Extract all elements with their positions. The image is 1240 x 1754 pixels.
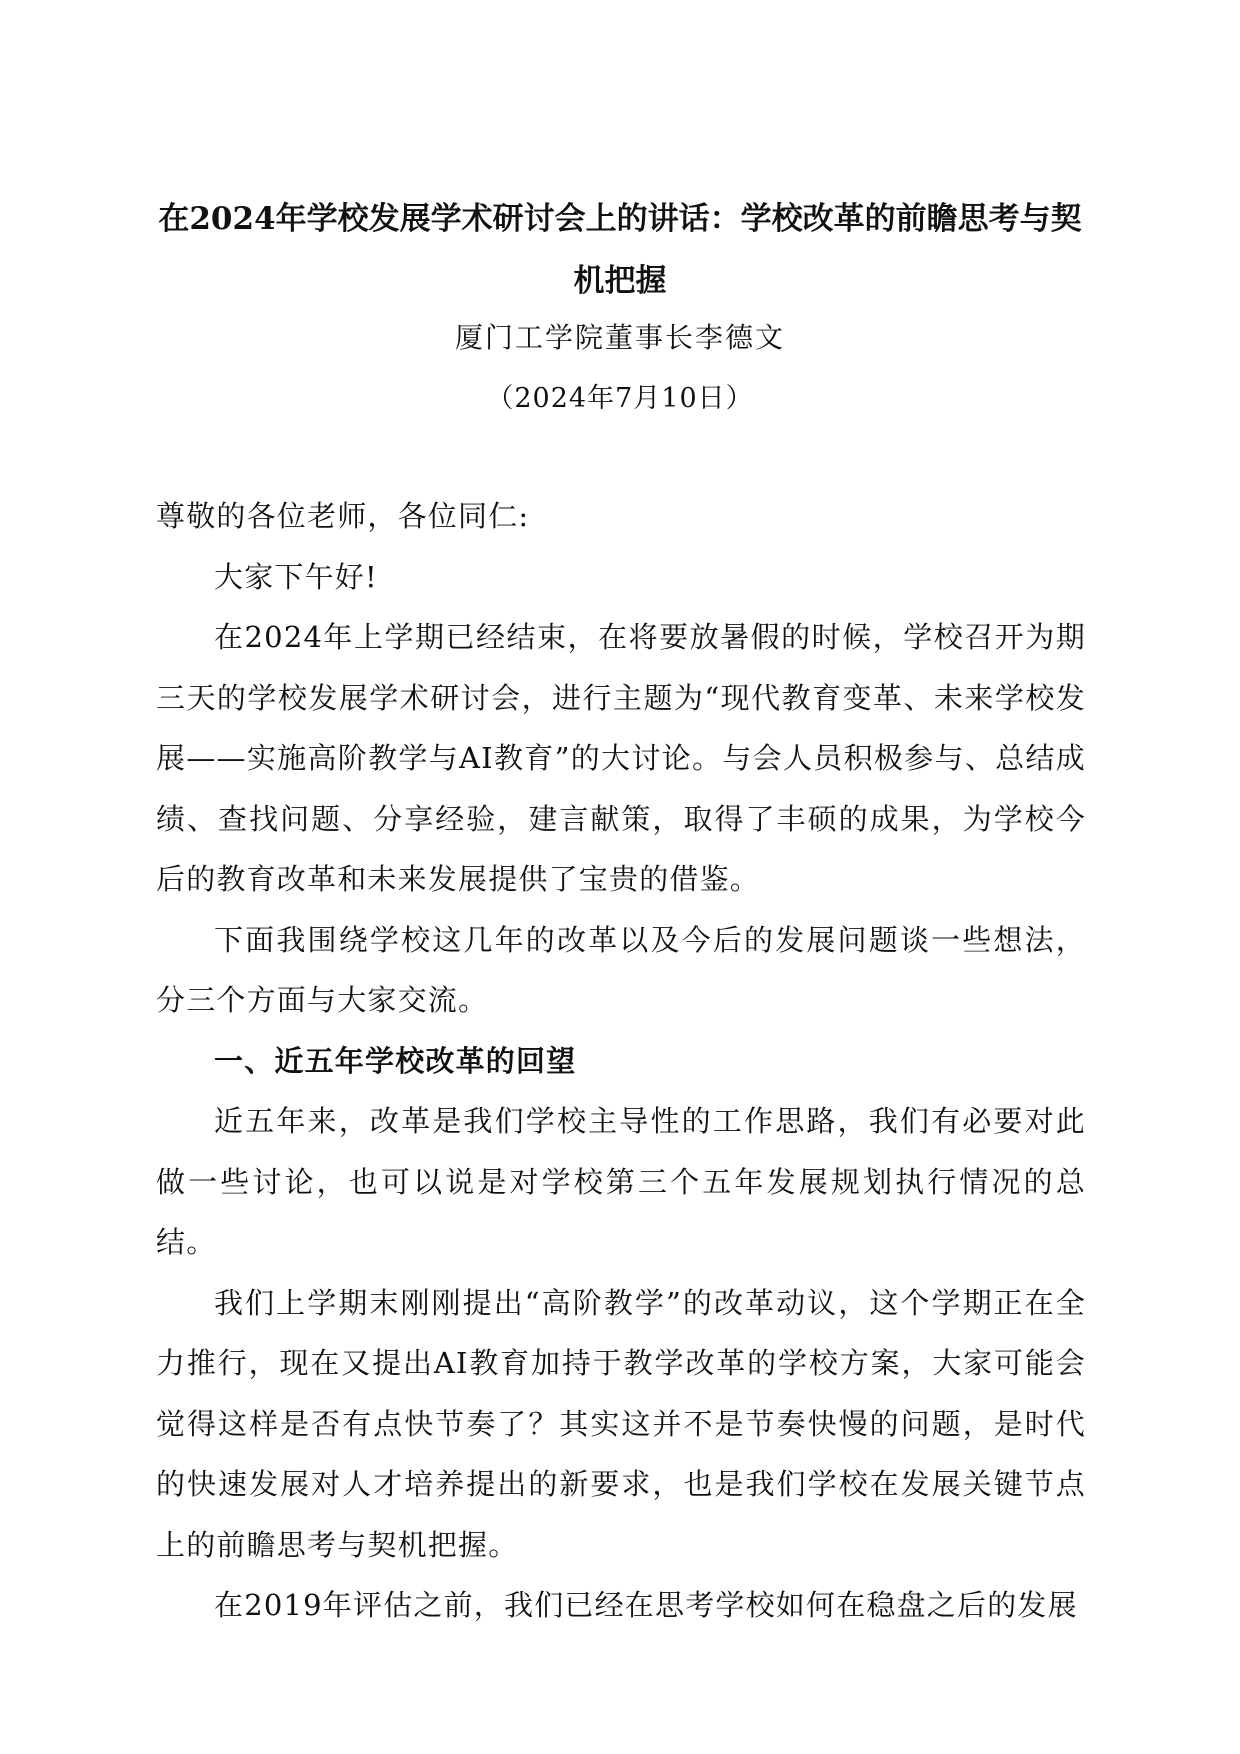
document-body bbox=[156, 486, 1086, 1636]
section-heading: 一、近五年学校改革的回望 bbox=[214, 1043, 577, 1078]
body-paragraph: 在2019年评估之前，我们已经在思考学校如何在稳盘之后的发展 bbox=[214, 1588, 1078, 1622]
document-date: （2024年7月10日） bbox=[486, 383, 754, 414]
body-paragraph: 近五年来，改革是我们学校主导性的工作思路，我们有必要对此做一些讨论，也可以说是对学校第三个五年发展规划执行情况的总结。 bbox=[156, 1104, 1086, 1259]
document-author: 厦门工学院董事长李德文 bbox=[454, 321, 785, 354]
document-title: 在2024年学校发展学术研讨会上的讲话：学校改革的前瞻思考与契机把握 bbox=[158, 201, 1082, 299]
greeting: 大家下午好! bbox=[214, 559, 378, 594]
body-paragraph: 我们上学期末刚刚提出“高阶教学”的改革动议，这个学期正在全力推行，现在又提出AI教育加持于教学改革的学校方案，大家可能会觉得这样是否有点快节奏了？其实这并不是节奏快慢的问题，是时代的快速发展对人才培养提出的新要求，也是我们学校在发展关键节点上的前瞻思考与契机把握。 bbox=[156, 1285, 1086, 1562]
body-paragraph: 下面我围绕学校这几年的改革以及今后的发展问题谈一些想法，分三个方面与大家交流。 bbox=[156, 922, 1086, 1017]
body-paragraph: 在2024年上学期已经结束，在将要放暑假的时候，学校召开为期三天的学校发展学术研讨会，进行主题为“现代教育变革、未来学校发展——实施高阶教学与AI教育”的大讨论。与会人员积极参与、总结成绩、查找问题、分享经验，建言献策，取得了丰硕的成果，为学校今后的教育改革和未来发展提供了宝贵的借鉴。 bbox=[156, 620, 1086, 896]
salutation: 尊敬的各位老师，各位同仁: bbox=[156, 499, 530, 533]
